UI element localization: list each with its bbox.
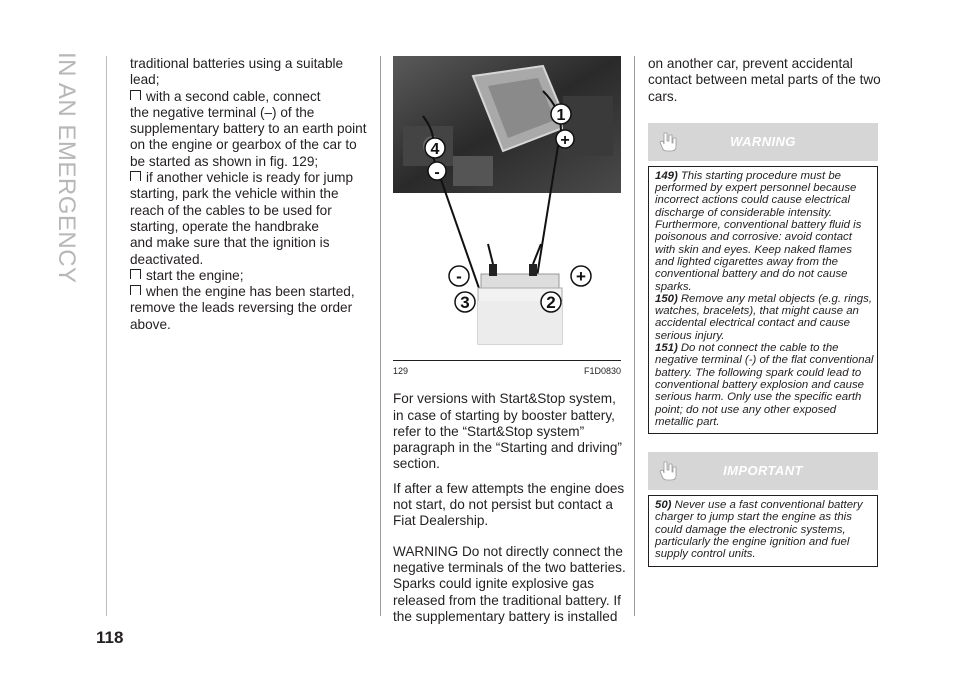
body-line: section.: [393, 456, 440, 472]
label-4: 4: [430, 141, 440, 158]
body-line: Fiat Dealership.: [393, 513, 489, 529]
paragraph-dealership: [393, 480, 625, 530]
body-line: released from the traditional battery. If: [393, 592, 621, 608]
note-first-line: [655, 170, 873, 182]
body-line: WARNING Do not directly connect the: [393, 543, 623, 559]
right-intro-text: [648, 56, 881, 105]
note-line: Remove any metal objects (e.g. rings,: [680, 292, 873, 305]
note-line: Never use a fast conventional battery: [674, 499, 863, 512]
note-line: incorrect actions could cause electrical: [655, 194, 850, 207]
note-number: 151): [655, 342, 678, 355]
label-minus-battery: -: [456, 267, 462, 286]
section-title: IN AN EMERGENCY: [53, 52, 80, 284]
note-line: discharge of considerable intensity.: [655, 206, 833, 219]
warning-title: WARNING: [730, 133, 796, 149]
note-line: particularly the engine ignition and fuel: [655, 536, 850, 549]
body-line: above.: [130, 316, 171, 332]
note-line: battery. The following spark could lead to: [655, 366, 862, 379]
body-line: on another car, prevent accidental: [648, 56, 853, 71]
note-line: negative terminal (-) of the flat conventional: [655, 354, 874, 367]
warning-hand-icon: [656, 129, 680, 153]
label-3: 3: [460, 293, 470, 312]
label-1: 1: [556, 107, 566, 124]
note-line: watches, bracelets), that might cause an: [655, 305, 859, 318]
column-divider-1: [380, 56, 381, 616]
right-column: [648, 56, 881, 567]
note-item: [655, 170, 873, 293]
note-line: serious injury.: [655, 329, 725, 342]
note-line: charger to jump start the engine as this: [655, 511, 852, 524]
body-line: starting, operate the handbrake: [130, 218, 319, 234]
body-line: start the engine;: [130, 268, 370, 284]
note-item: [655, 499, 873, 560]
paragraph-start-stop: [393, 391, 621, 472]
note-line: metallic part.: [655, 415, 720, 428]
note-first-line: [655, 499, 873, 511]
body-line: if another vehicle is ready for jump: [130, 170, 370, 186]
body-line: contact between metal parts of the two: [648, 72, 881, 88]
body-line: reach of the cables to be used for: [130, 202, 332, 218]
note-number: 149): [655, 169, 678, 182]
body-line: remove the leads reversing the order: [130, 300, 353, 316]
figure-code: F1D0830: [583, 366, 621, 376]
jump-start-illustration: [393, 56, 621, 356]
note-line: poisonous and corrosive: avoid contact: [655, 231, 852, 244]
note-line: Do not connect the cable to the: [680, 342, 839, 355]
body-line: in case of starting by booster battery,: [393, 407, 615, 423]
note-line: could damage the electronic systems,: [655, 523, 846, 536]
body-line: and make sure that the ignition is: [130, 235, 330, 251]
note-line: serious harm. Only use the specific earth: [655, 391, 862, 404]
label-plus-battery: +: [576, 267, 586, 286]
important-hand-icon: [656, 458, 680, 482]
body-line: cars.: [648, 88, 678, 104]
body-line: not start, do not persist but contact a: [393, 497, 613, 513]
body-line: be started as shown in fig. 129;: [130, 153, 319, 169]
left-text: [130, 56, 370, 333]
paragraph-warning: [393, 543, 626, 625]
note-item: [655, 293, 873, 342]
note-line: conventional battery explosion and cause: [655, 378, 864, 391]
important-title: IMPORTANT: [723, 462, 803, 478]
body-line: refer to the “Start&Stop system”: [393, 423, 585, 439]
middle-column: [393, 56, 626, 633]
body-line: when the engine has been started,: [130, 284, 370, 300]
side-divider: [106, 56, 107, 616]
note-line: accidental electrical contact and cause: [655, 317, 851, 330]
body-line: Sparks could ignite explosive gas: [393, 576, 594, 592]
left-column: [130, 56, 370, 333]
note-item: [655, 342, 873, 428]
body-line: traditional batteries using a suitable: [130, 56, 344, 71]
warning-box: [648, 166, 878, 434]
body-line: paragraph in the “Starting and driving”: [393, 440, 622, 456]
figure-number: 129: [393, 366, 409, 376]
note-line: This starting procedure must be: [680, 169, 841, 182]
body-line: the supplementary battery is installed: [393, 608, 618, 624]
note-line: sparks.: [655, 280, 692, 293]
body-line: If after a few attempts the engine does: [393, 480, 625, 496]
body-line: with a second cable, connect: [130, 89, 370, 105]
note-line: conventional battery and do not cause: [655, 268, 848, 281]
label-2: 2: [546, 293, 556, 312]
body-line: For versions with Start&Stop system,: [393, 391, 616, 407]
note-line: performed by expert personnel because: [655, 182, 857, 195]
body-line: the negative terminal (–) of the: [130, 104, 315, 120]
middle-text: [393, 391, 626, 625]
note-first-line: [655, 342, 873, 354]
figure-129: [393, 56, 621, 356]
body-line: negative terminals of the two batteries.: [393, 559, 626, 575]
warning-header: [648, 123, 878, 161]
important-header: [648, 452, 878, 490]
note-line: point; do not use any other exposed: [655, 403, 837, 416]
label-minus-engine: -: [434, 164, 440, 181]
note-number: 50): [655, 499, 672, 512]
body-line: starting, park the vehicle within the: [130, 186, 339, 202]
note-line: and lighted cigarettes away from the: [655, 255, 838, 268]
note-line: supply control units.: [655, 548, 756, 561]
page-number: 118: [96, 628, 124, 647]
column-divider-2: [634, 56, 635, 616]
body-line: supplementary battery to an earth point: [130, 121, 367, 137]
label-plus-engine: +: [560, 132, 570, 149]
body-line: on the engine or gearbox of the car to: [130, 137, 357, 153]
important-box: [648, 495, 878, 566]
note-number: 150): [655, 292, 678, 305]
note-first-line: [655, 293, 873, 305]
note-line: with skin and eyes. Keep naked flames: [655, 243, 852, 256]
body-line: deactivated.: [130, 251, 204, 267]
body-line: lead;: [130, 72, 160, 88]
figure-caption: [393, 360, 621, 379]
note-line: Furthermore, conventional battery fluid is: [655, 219, 862, 232]
